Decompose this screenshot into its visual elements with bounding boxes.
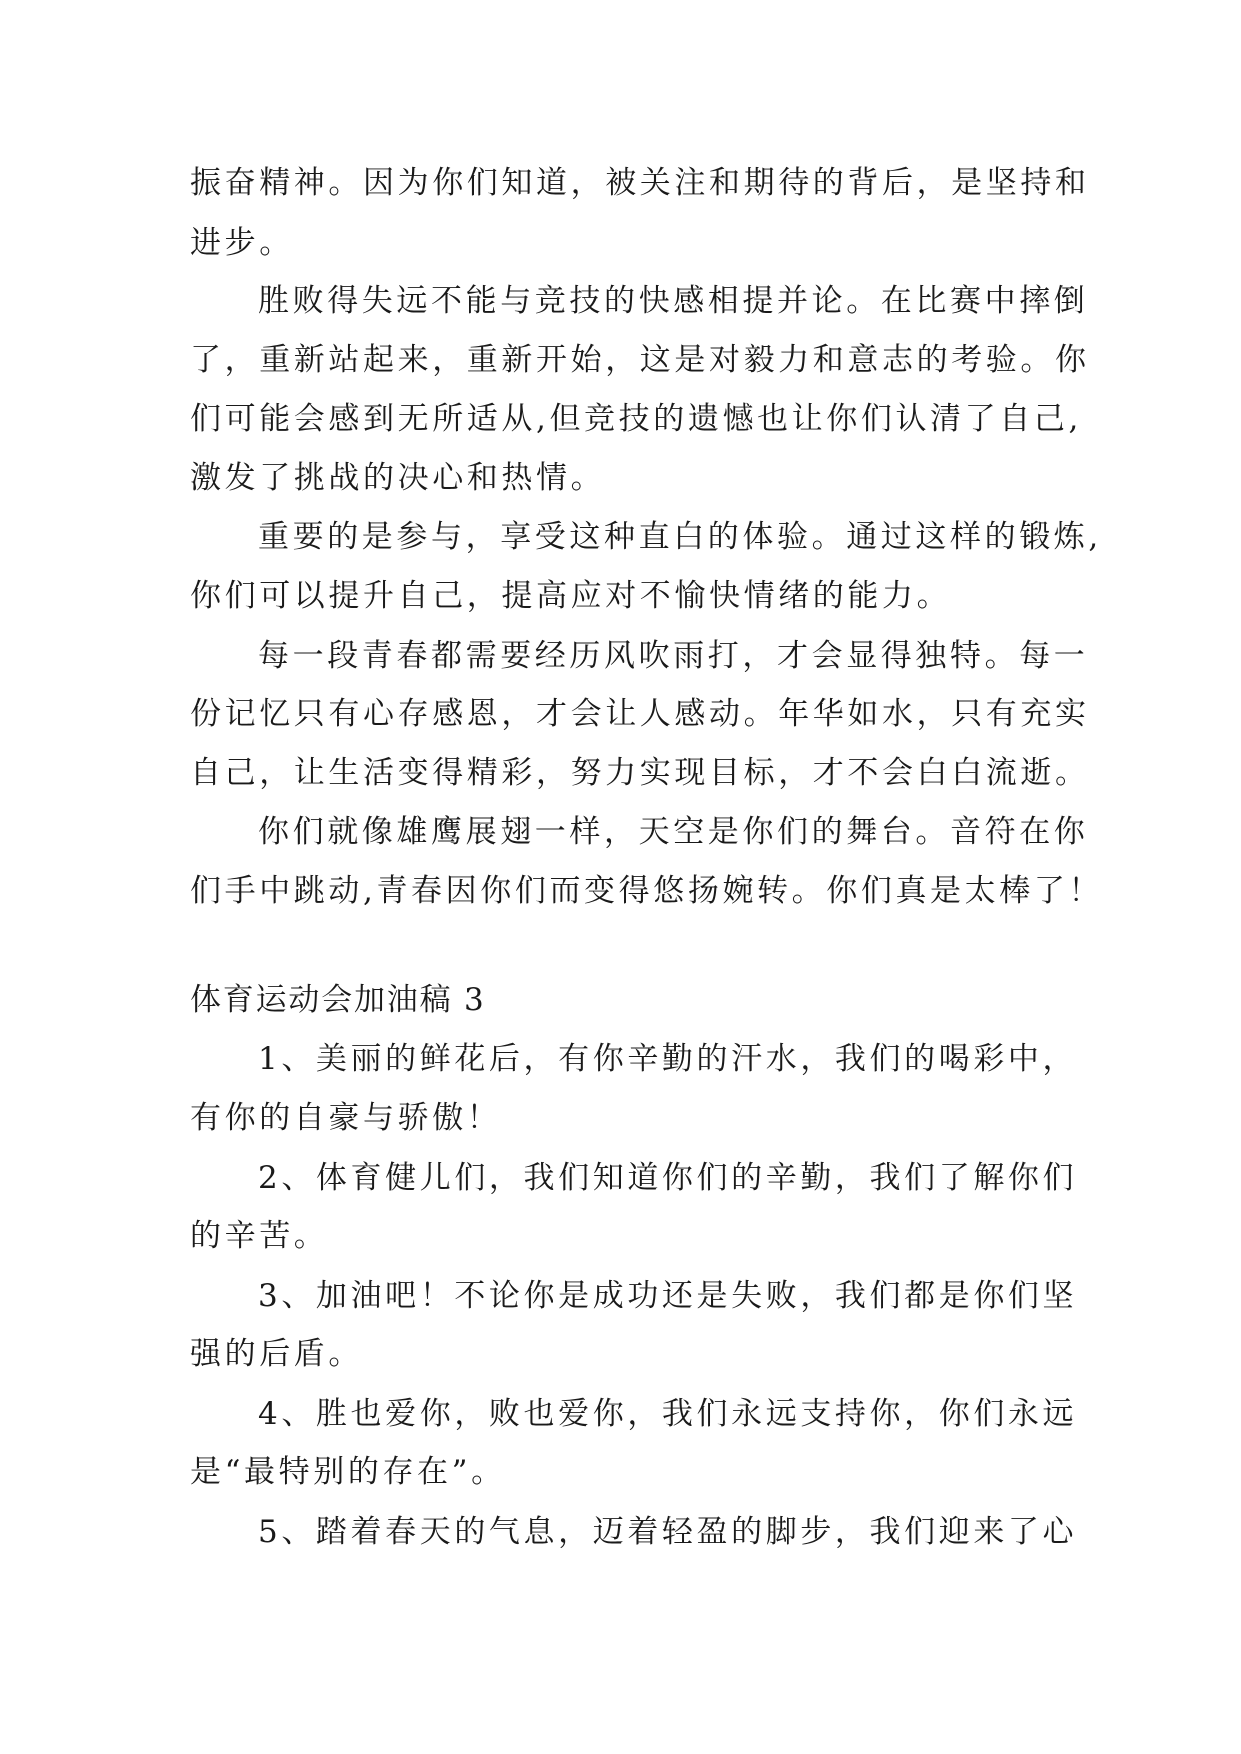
paragraph-line: 每一段青春都需要经历风吹雨打，才会显得独特。每一 <box>258 638 1089 674</box>
paragraph-line: 振奋精神。因为你们知道，被关注和期待的背后，是坚持和 <box>190 165 1090 201</box>
paragraph-line: 自己，让生活变得精彩，努力实现目标，才不会白白流逝。 <box>190 755 1090 791</box>
list-item-line: 4、胜也爱你，败也爱你，我们永远支持你，你们永远 <box>258 1396 1078 1432</box>
list-item-line: 2、体育健儿们，我们知道你们的辛勤，我们了解你们 <box>258 1160 1078 1196</box>
list-item-line: 是“最特别的存在”。 <box>190 1454 506 1490</box>
paragraph-line: 们手中跳动,青春因你们而变得悠扬婉转。你们真是太棒了！ <box>190 873 1104 909</box>
list-item-line: 的辛苦。 <box>190 1218 329 1254</box>
list-item-line: 强的后盾。 <box>190 1336 363 1372</box>
list-item-line: 1、美丽的鲜花后，有你辛勤的汗水，我们的喝彩中， <box>258 1041 1078 1077</box>
paragraph-line: 你们就像雄鹰展翅一样，天空是你们的舞台。音符在你 <box>258 814 1089 850</box>
paragraph-line: 份记忆只有心存感恩，才会让人感动。年华如水，只有充实 <box>190 696 1090 732</box>
section-heading: 体育运动会加油稿 3 <box>190 982 486 1018</box>
paragraph-line: 了，重新站起来，重新开始，这是对毅力和意志的考验。你 <box>190 342 1090 378</box>
paragraph-line: 激发了挑战的决心和热情。 <box>190 460 606 496</box>
paragraph-line: 胜败得失远不能与竞技的快感相提并论。在比赛中摔倒 <box>258 283 1089 319</box>
paragraph-line: 你们可以提升自己，提高应对不愉快情绪的能力。 <box>190 578 952 614</box>
paragraph-line: 进步。 <box>190 225 294 261</box>
paragraph-line: 重要的是参与，享受这种直白的体验。通过这样的锻炼, <box>258 519 1102 555</box>
list-item-line: 3、加油吧！不论你是成功还是失败，我们都是你们坚 <box>258 1278 1078 1314</box>
list-item-line: 5、踏着春天的气息，迈着轻盈的脚步，我们迎来了心 <box>258 1514 1078 1550</box>
list-item-line: 有你的自豪与骄傲！ <box>190 1100 502 1136</box>
paragraph-line: 们可能会感到无所适从,但竞技的遗憾也让你们认清了自己, <box>190 401 1082 437</box>
